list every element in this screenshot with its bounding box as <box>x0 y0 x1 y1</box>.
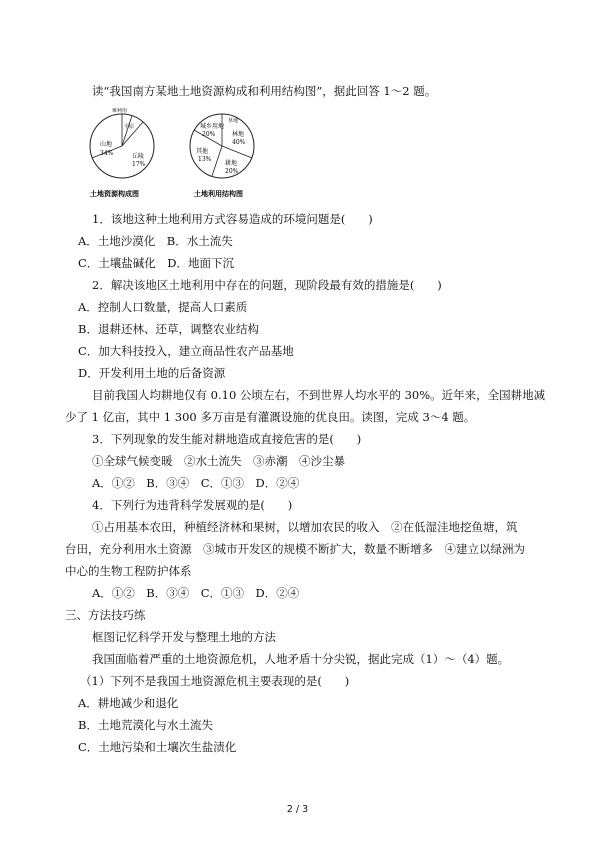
left-label-unusable: 难利用 <box>112 108 128 114</box>
left-caption: 土地资源构成图 <box>90 189 139 198</box>
right-label-grass: 草地 <box>228 118 239 124</box>
q4-items-line-2: 台田，充分利用水土资源 ③城市开发区的规模不断扩大，数量不断增多 ④建立以绿洲为 <box>65 542 525 556</box>
section-subheading: 框图记忆科学开发与整理土地的方法 <box>92 630 276 644</box>
right-label-urban: 城乡用地 <box>200 123 225 130</box>
q1-stem: 1．该地这种土地利用方式容易造成的环境问题是( ) <box>92 212 373 226</box>
q1-options-cd: C．土壤盐碱化 D．地面下沉 <box>78 256 235 270</box>
pie-charts-svg <box>82 108 282 203</box>
q2-stem: 2．解决该地区土地利用中存在的问题，现阶段最有效的措施是( ) <box>92 278 442 292</box>
q3-stem: 3．下列现象的发生能对耕地造成直接危害的是( ) <box>92 432 362 446</box>
question-intro: 读“我国南方某地土地资源构成和利用结构图”，据此回答 1～2 题。 <box>92 84 437 98</box>
right-label-forest: 林地 <box>232 131 245 138</box>
sq1-option-c: C．土地污染和土壤次生盐渍化 <box>78 740 237 754</box>
q1-options-ab: A．土地沙漠化 B．水土流失 <box>78 234 233 248</box>
q4-options: A．①② B．③④ C．①③ D．②④ <box>92 586 300 600</box>
right-value-forest: 40% <box>232 139 246 146</box>
page-number: 2 / 3 <box>286 804 309 815</box>
q4-stem: 4．下列行为违背科学发展观的是( ) <box>92 498 293 512</box>
sq1-stem: （1）下列不是我国土地资源危机主要表现的是( ) <box>80 674 350 688</box>
passage-line-1: 目前我国人均耕地仅有 0.10 公顷左右，不到世界人均水平的 30%。近年来，全国耕地减 <box>92 388 546 402</box>
left-value-mountain: 34% <box>100 150 114 157</box>
passage-line-2: 少了 1 亿亩，其中 1 300 多万亩是有灌溉设施的优良田。读图，完成 3～4 题。 <box>65 410 476 424</box>
q2-option-d: D．开发利用土地的后备资源 <box>78 366 226 380</box>
left-label-plain: 平原 <box>124 124 135 130</box>
right-value-farmland: 20% <box>225 168 239 175</box>
land-pie-charts-figure <box>82 108 282 203</box>
left-label-hill: 丘陵 <box>132 153 145 160</box>
q2-option-b: B．退耕还林、还草，调整农业结构 <box>78 322 259 336</box>
right-pie <box>190 114 254 198</box>
q3-items: ①全球气候变暖 ②水土流失 ③赤潮 ④沙尘暴 <box>92 454 345 468</box>
q2-option-a: A．控制人口数量，提高人口素质 <box>78 300 248 314</box>
left-label-mountain: 山地 <box>100 141 113 148</box>
q3-options: A．①② B．③④ C．①③ D．②④ <box>92 476 300 490</box>
sq1-option-b: B．土地荒漠化与水土流失 <box>78 718 213 732</box>
section-passage: 我国面临着严重的土地资源危机，人地矛盾十分尖锐，据此完成（1）～（4）题。 <box>92 652 510 666</box>
section-heading: 三、方法技巧练 <box>65 608 146 622</box>
right-value-urban: 20% <box>202 131 216 138</box>
right-label-farmland: 耕地 <box>225 160 238 167</box>
sq1-option-a: A．耕地减少和退化 <box>78 696 179 710</box>
left-value-hill: 17% <box>132 161 146 168</box>
right-value-other: 13% <box>198 156 212 163</box>
q4-items-line-1: ①占用基本农田，种植经济林和果树，以增加农民的收入 ②在低湿洼地挖鱼塘，筑 <box>92 520 518 534</box>
q4-items-line-3: 中心的生物工程防护体系 <box>65 564 192 578</box>
right-label-other: 其他 <box>196 148 209 155</box>
q2-option-c: C．加大科技投入，建立商品性农产品基地 <box>78 344 294 358</box>
left-pie <box>90 108 154 198</box>
right-caption: 土地利用结构图 <box>194 189 243 198</box>
